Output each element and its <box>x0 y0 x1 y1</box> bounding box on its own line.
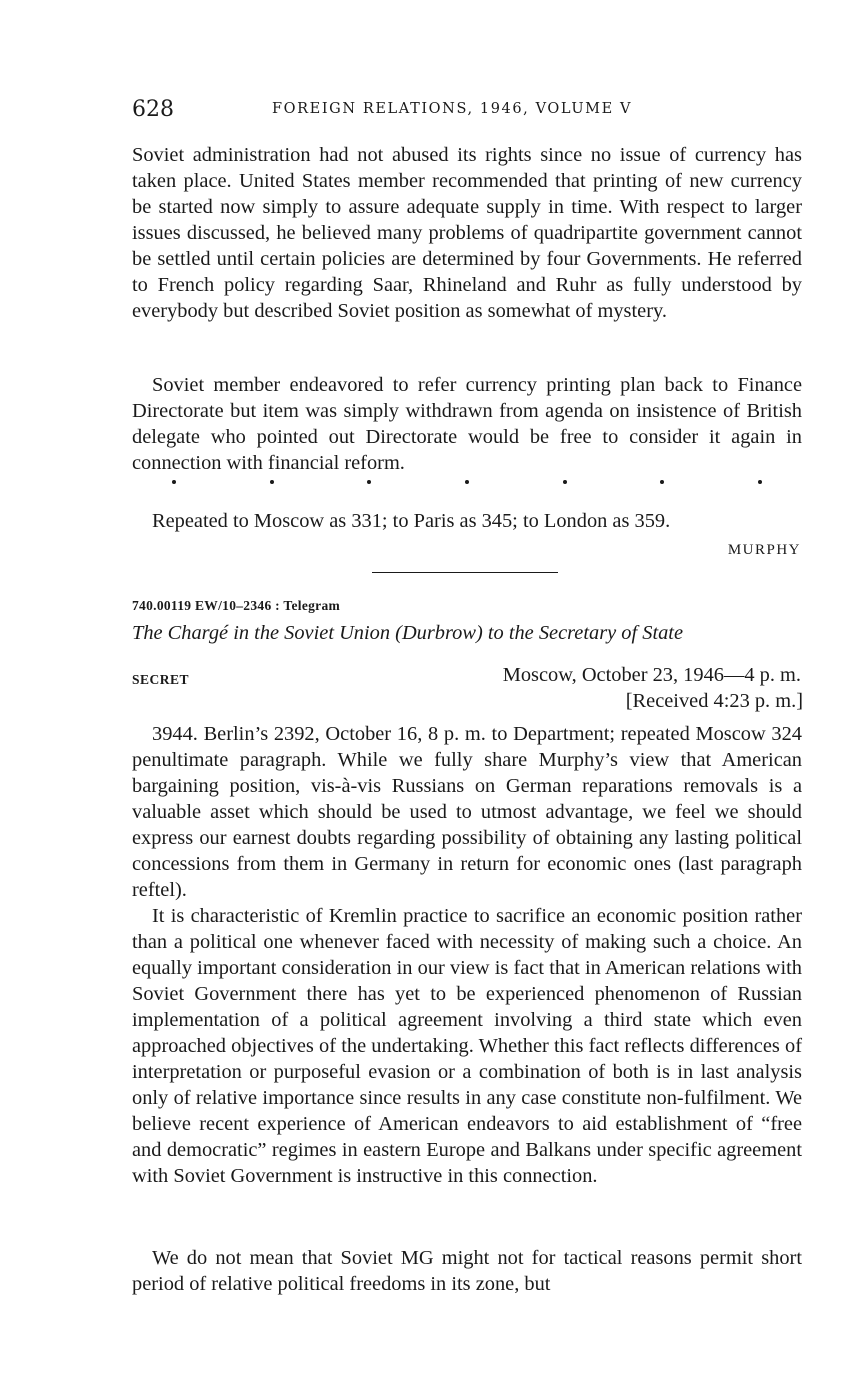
running-head: FOREIGN RELATIONS, 1946, VOLUME V <box>272 101 633 117</box>
document-title: The Chargé in the Soviet Union (Durbrow) to the Secretary of State <box>132 622 684 644</box>
document-paragraph-3: We do not mean that Soviet MG might not for tactical reasons permit short period of relative political freedoms in its zone, but <box>132 1247 802 1295</box>
page-number: 628 <box>132 97 174 122</box>
previous-document-paragraph-2: Soviet member endeavored to refer currency printing plan back to Finance Directorate but item was simply withdrawn from agenda on insistence of British delegate who pointed out Directorate would be free to consider it again in connection with financial reform. <box>132 374 802 474</box>
classification-label: SECRET <box>132 672 190 687</box>
file-number: 740.00119 EW/10–2346 : Telegram <box>132 598 341 613</box>
page-header <box>132 97 802 125</box>
section-divider <box>372 572 558 573</box>
repeated-to-line: Repeated to Moscow as 331; to Paris as 345; to London as 359. <box>152 510 671 532</box>
ellipsis-dots <box>172 480 762 484</box>
received-time: [Received 4:23 p. m.] <box>625 690 803 712</box>
document-paragraph-1: 3944. Berlin’s 2392, October 16, 8 p. m. to Department; repeated Moscow 324 penultimate paragraph. While we fully share Murphy’s view that American bargaining position, vis-à-vis Russians on German reparations removals is a valuable asset which should be used to utmost advantage, we feel we should express our earnest doubts regarding possibility of obtaining any lasting political concessions from them in Germany in return for economic ones (last paragraph reftel). <box>132 723 802 901</box>
previous-document-paragraph-1: Soviet administration had not abused its rights since no issue of currency has taken place. United States member recommended that printing of new currency be started now simply to assure adequate supply in time. With respect to larger issues discussed, he believed many problems of quadripartite government cannot be settled until certain policies are determined by four Governments. He referred to French policy regarding Saar, Rhineland and Ruhr as fully understood by everybody but described Soviet position as somewhat of mystery. <box>132 144 802 322</box>
signer-name: MURPHY <box>727 542 801 558</box>
dateline: Moscow, October 23, 1946—4 p. m. <box>502 664 801 686</box>
document-paragraph-2: It is characteristic of Kremlin practice to sacrifice an economic position rather than a political one whenever faced with necessity of making such a choice. An equally important consideration in our view is fact that in American relations with Soviet Government there has yet to be experienced phenomenon of Russian implementation of a political agreement involving a third state which even approached objectives of the undertaking. Whether this fact reflects differences of interpretation or purposeful evasion or a combination of both is in last analysis only of relative importance since results in any case constitute non-fulfilment. We believe recent experience of American endeavors to aid establishment of “free and democratic” regimes in eastern Europe and Balkans under specific agreement with Soviet Government is instructive in this connection. <box>132 905 802 1187</box>
